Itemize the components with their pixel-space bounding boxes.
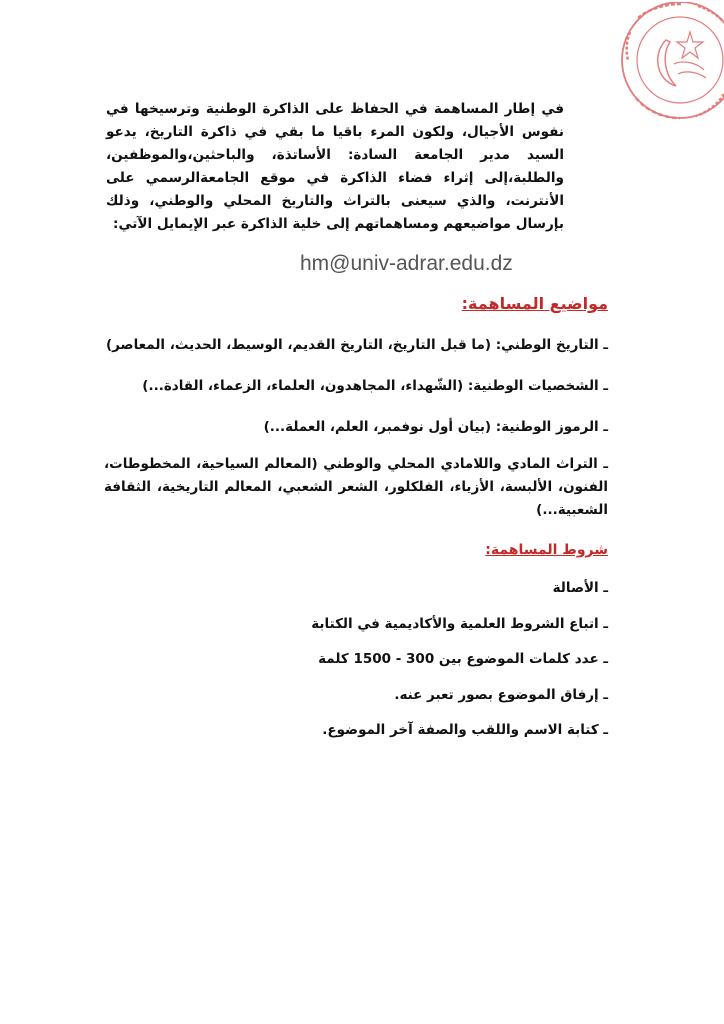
list-item: ـ اتباع الشروط العلمية والأكاديمية في الكتابة: [311, 615, 608, 632]
topics-list: [104, 334, 608, 540]
list-item: ـ إرفاق الموضوع بصور تعبر عنه.: [394, 686, 608, 703]
list-item: ـ الأصالة: [552, 580, 608, 596]
official-stamp: [608, 2, 724, 122]
list-item: ـ الشخصيات الوطنية: (الشّهداء، المجاهدون، العلماء، الزعماء، القادة...): [142, 378, 608, 394]
list-item: ـ كتابة الاسم واللقب والصفة آخر الموضوع.: [322, 722, 608, 738]
list-item: ـ الرموز الوطنية: (بيان أول نوفمبر، العلم، العملة...): [263, 419, 608, 435]
contact-email[interactable]: hm@univ-adrar.edu.dz: [300, 252, 513, 275]
conditions-list: [200, 577, 608, 755]
list-item: ـ عدد كلمات الموضوع بين 300 - 1500 كلمة: [318, 651, 608, 667]
stamp-seal-icon: [608, 2, 724, 122]
list-item: ـ التراث المادي واللامادي المحلي والوطني (المعالم السياحية، المخطوطات، الفنون، الألبسة، الأزياء، الفلكلور، الشعر الشعبي، المعالم التاريخية، الثقافة الشعبية...): [104, 456, 608, 518]
intro-paragraph: في إطار المساهمة في الحفاظ على الذاكرة الوطنية وترسيخها في نفوس الأجيال، ولكون المرء باقيا ما بقي في ذاكرة التاريخ، يدعو السيد مدير الجامعة السادة: الأساتذة، والباحثين،والموظفين، والطلبة،إلى إثراء فضاء الذاكرة في موقع الجامعةالرسمي على الأنترنت، والذي سيعنى بالتراث والتاريخ المحلي والوطني، وذلك بإرسال مواضيعهم ومساهماتهم إلى خلية الذاكرة عبر الإيمايل الآتي:: [106, 100, 564, 232]
topics-heading: مواضيع المساهمة:: [461, 294, 608, 313]
list-item: ـ التاريخ الوطني: (ما قبل التاريخ، التاريخ القديم، الوسيط، الحديث، المعاصر): [105, 337, 608, 353]
conditions-heading: شروط المساهمة:: [485, 542, 608, 558]
